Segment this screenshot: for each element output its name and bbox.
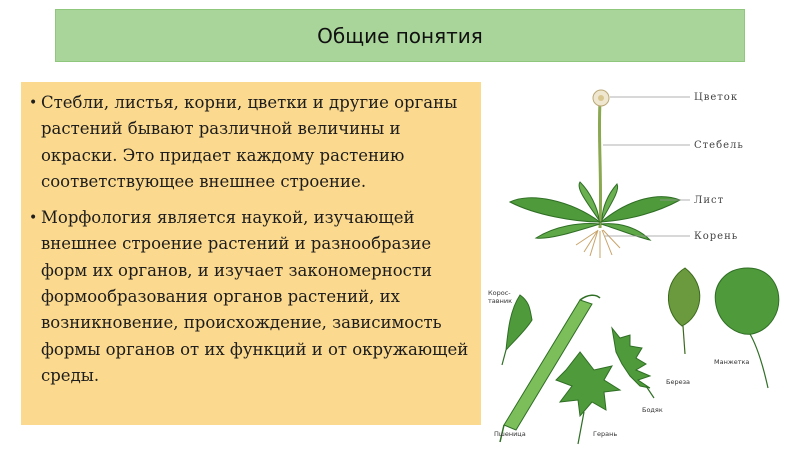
slide-title: Общие понятия [55,9,745,62]
label-lady-mantle: Манжетка [714,358,750,366]
label-wheat: Пшеница [494,430,526,438]
label-rostavnik-1: Корос- [488,289,511,297]
label-geranium: Герань [593,430,618,438]
bullet-marker: • [29,210,38,227]
plant-illustration [480,80,800,450]
bullet-text: Стебли, листья, корни, цветки и другие органы растений бывают различной величины и окраски. Это придает каждому растению соответствующее внешнее строение. [41,93,458,191]
label-stem: Стебель [694,140,744,151]
label-leaf: Лист [694,195,725,206]
label-root: Корень [694,231,739,242]
bullet-item [29,90,471,195]
bullet-marker: • [29,95,38,111]
plant-diagram [510,90,744,258]
bullet-item [29,205,471,389]
text-panel [21,82,481,425]
leaf-types [488,268,779,444]
label-flower: Цветок [694,92,739,103]
bullet-text: Морфология является наукой, изучающей внешнее строение растений и разнообразие форм их органов, и изучает закономерности формообразования органов растений, их возникновение, происхождение, зависимость формы органов от их функций и от окружающей среды. [41,208,469,385]
label-rostavnik-2: тавник [488,297,513,305]
label-thistle: Бодяк [642,406,663,414]
label-birch: Береза [666,378,691,386]
